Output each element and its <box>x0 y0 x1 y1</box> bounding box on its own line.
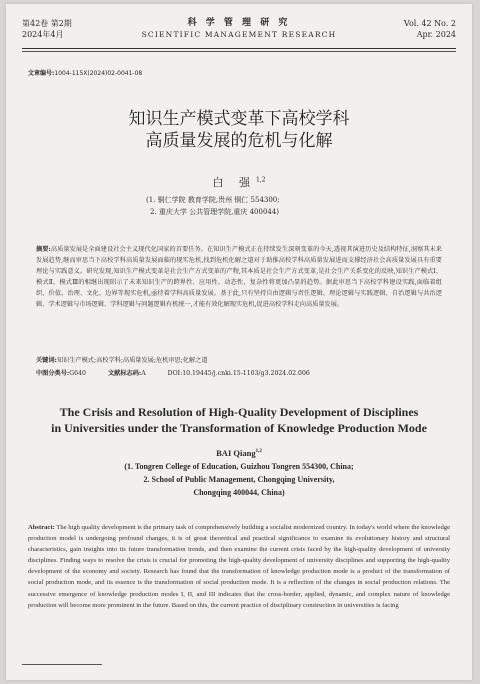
author-en <box>6 448 472 458</box>
keywords-cn <box>36 356 442 366</box>
journal-name-cn: 科 学 管 理 研 究 <box>187 18 291 28</box>
article-number-value: 1004-115X(2024)02-0041-08 <box>54 70 143 77</box>
journal-name-en: SCIENTIFIC MANAGEMENT RESEARCH <box>141 30 337 39</box>
header-vol-no: Vol. 42 No. 2 <box>403 19 456 28</box>
header-rule <box>22 48 456 49</box>
classification-line <box>36 369 442 379</box>
author-en-sup: 1,2 <box>255 449 262 455</box>
abstract-en-label: Abstract: <box>28 524 55 531</box>
affiliation-en-1: (1. Tongren College of Education, Guizhou Tongren 554300, China; <box>124 462 354 471</box>
abstract-cn-label: 摘要: <box>36 246 51 253</box>
keywords-cn-text: 知识生产模式;高校学科;高质量发展;危机审思;化解之道 <box>56 357 208 364</box>
abstract-en <box>28 522 450 611</box>
author-cn-sup: 1,2 <box>255 176 266 184</box>
header-volume-info-en <box>404 18 456 40</box>
title-en-line1: The Crisis and Resolution of High-Quality Development of Disciplines <box>59 405 419 419</box>
author-cn-name: 白 强 <box>212 176 256 189</box>
keywords-cn-label: 关键词: <box>36 357 57 364</box>
affiliation-en-2: 2. School of Public Management, Chongqing University, <box>143 475 335 484</box>
clc-label: 中图分类号: <box>36 370 70 377</box>
affiliation-cn-1: (1. 铜仁学院 教育学院,贵州 铜仁 554300; <box>146 196 280 204</box>
footnote-rule <box>22 664 102 665</box>
title-cn-line2: 高质量发展的危机与化解 <box>145 131 333 151</box>
title-en-line2: in Universities under the Transformation of Knowledge Production Mode <box>51 421 427 435</box>
title-cn-line1: 知识生产模式变革下高校学科 <box>128 109 350 129</box>
affiliations-en <box>6 460 472 499</box>
article-number <box>28 68 142 77</box>
doi-text: DOI:10.19445/j.cnki.15-1103/g3.2024.02.006 <box>167 370 310 377</box>
affiliations-cn <box>146 194 280 218</box>
clc-value: G640 <box>69 370 86 377</box>
abstract-cn <box>36 244 442 310</box>
abstract-cn-text: 高质量发展是全面建设社会主义现代化国家的首要任务。在知识生产模式正在持续发生深刻变革的今天,透视其演进历史及结构特征,洞察其未来发展趋势,继而审思当下高校学科高质量发展面临的现实危机,找到危机化解之道对于助推高校学科高质量发展进而支撑经济社会高质量发展具有重要理论与实践意义。研究发现,知识生产模式变革是社会生产方式变革的产物,其本质是社会生产方式变革,是社会生产关系变化的反映,知识生产模式Ⅰ、模式Ⅱ、模式Ⅲ的相继出现昭示了未来知识生产的跨界性、应用性、动态性、复杂性将更加凸显的趋势。据此审思当下高校学科建设实践,面临着组织、价值、治理、文化、边界等现实危机,亟待着学科高质量发展。基于此,只有坚持自由逻辑与责任逻辑、理论逻辑与实践逻辑、自治逻辑与共治逻辑、学术逻辑与市场逻辑、学科逻辑与问题逻辑有机统一,才能有效化解现实危机,促进高校学科走向高质量发展。 <box>36 246 442 308</box>
header-rule-thin <box>22 51 456 52</box>
affiliation-en-3: Chongqing 400044, China) <box>193 488 285 497</box>
page-header <box>22 18 456 48</box>
doc-code-label: 文献标志码: <box>107 370 142 377</box>
header-date-cn: 2024年4月 <box>22 30 64 39</box>
article-number-label: 文章编号: <box>28 70 55 77</box>
abstract-en-text: The high quality development is the primary task of comprehensively building a socialist modernized country. In today's world where the knowledge production model is undergoing profound changes, it is of great theoretical and practical significance to examine its evolutionary history and structural characteristics, gain insights into its future transformation trends, and then examine the current crisis faced by the high-quality development of university disciplines. Finding ways to resolve the crisis is crucial for promoting the high-quality development of university disciplines and supporting the high-quality development of the economy and society. Research has found that the transformation of knowledge production mode is a product of the transformation of social production mode, and its essence is the transformation of social production mode. It is a reflection of the changes in social production relations. The successive emergence of knowledge production modes I, II, and III indicates that the cross-border, applied, dynamic, and complex nature of knowledge production will become more prominent in the future. Based on this, the current practice of disciplinary construction in universities is facing <box>28 524 451 609</box>
title-cn <box>6 108 472 152</box>
affiliation-cn-2: 2. 重庆大学 公共管理学院,重庆 400044) <box>150 208 280 216</box>
author-en-name: BAI Qiang <box>216 448 256 458</box>
header-volume-issue: 第42卷 第2期 <box>22 19 72 28</box>
author-cn <box>6 174 472 190</box>
journal-name <box>22 18 456 40</box>
header-date-en: Apr. 2024 <box>416 30 456 39</box>
title-en <box>6 404 472 436</box>
doc-code-value: A <box>141 370 146 377</box>
journal-page <box>6 4 472 680</box>
